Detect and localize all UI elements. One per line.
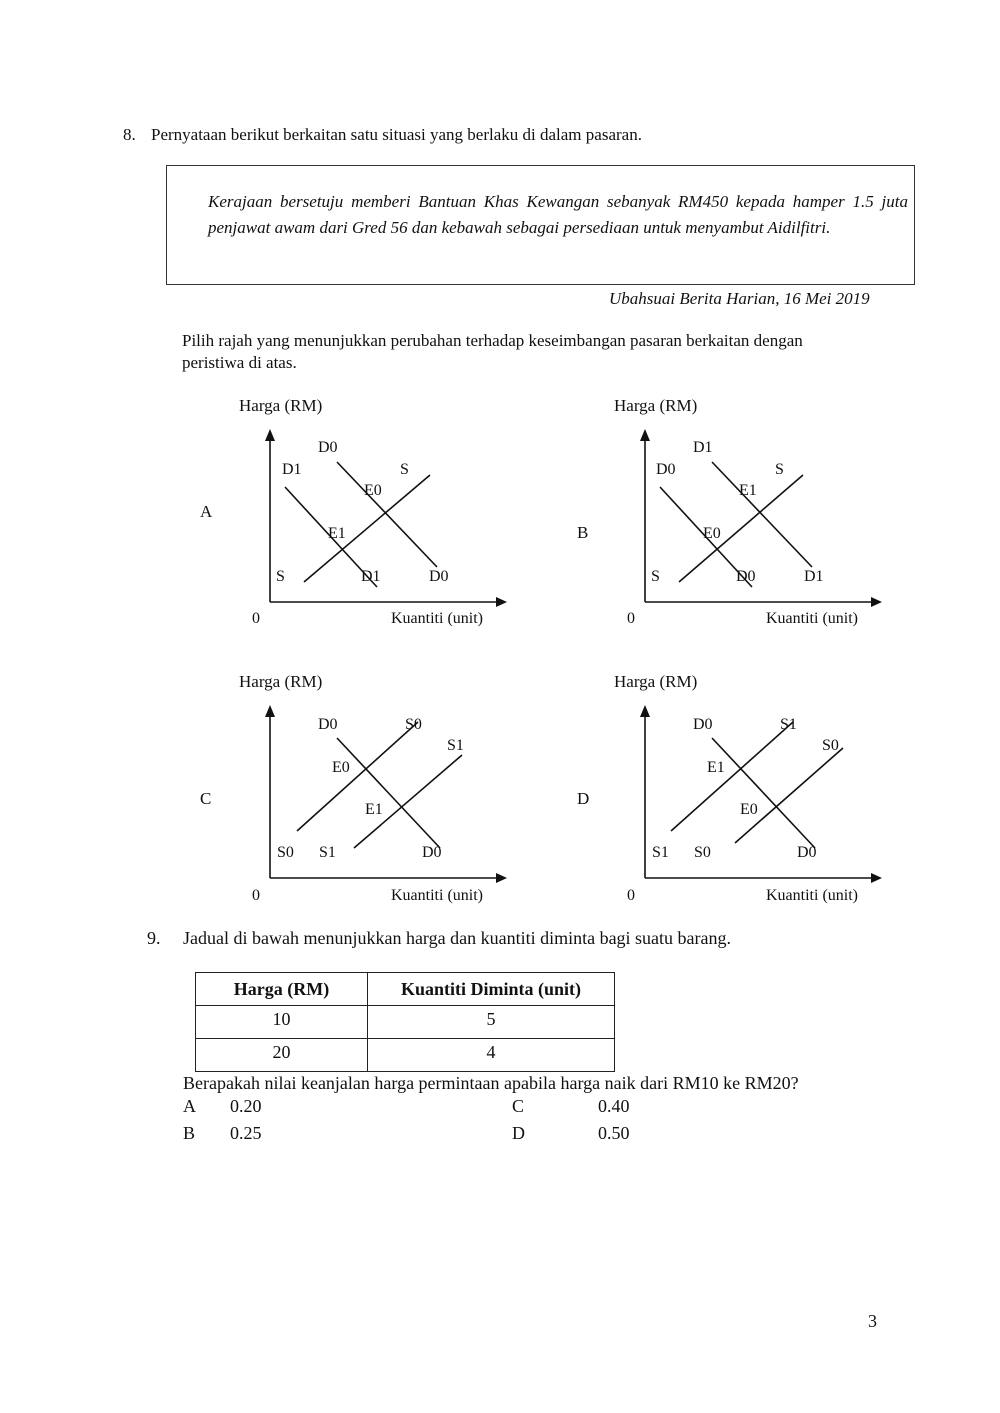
table-row <box>196 1039 615 1072</box>
svg-text:D0: D0 <box>318 716 338 733</box>
option-a-value[interactable]: 0.20 <box>230 1096 262 1116</box>
y-axis-label: Harga (RM) <box>614 672 698 691</box>
svg-text:E0: E0 <box>332 759 350 776</box>
svg-text:0: 0 <box>627 610 635 627</box>
svg-text:Kuantiti (unit): Kuantiti (unit) <box>391 887 483 904</box>
price-quantity-table <box>195 972 615 1072</box>
table-cell: 4 <box>368 1039 615 1072</box>
page-number: 3 <box>868 1311 877 1331</box>
question-9-number: 9. <box>147 928 161 948</box>
svg-text:S: S <box>400 461 409 478</box>
table-header: Kuantiti Diminta (unit) <box>368 973 615 1006</box>
question-9-text: Berapakah nilai keanjalan harga permintaan apabila harga naik dari RM10 ke RM20? <box>183 1073 799 1093</box>
svg-text:D0: D0 <box>797 844 817 861</box>
svg-text:D0: D0 <box>429 568 449 585</box>
option-c-letter[interactable]: C <box>512 1096 525 1116</box>
svg-text:D0: D0 <box>318 439 338 456</box>
table-header-row <box>196 973 615 1006</box>
svg-text:Kuantiti (unit): Kuantiti (unit) <box>391 610 483 627</box>
table-cell: 5 <box>368 1006 615 1039</box>
svg-text:E0: E0 <box>364 482 382 499</box>
question-8-number: 8. <box>123 125 136 144</box>
svg-text:D0: D0 <box>693 716 713 733</box>
y-axis-label: Harga (RM) <box>239 672 323 691</box>
svg-text:E1: E1 <box>328 525 346 542</box>
svg-text:S: S <box>651 568 660 585</box>
y-axis-label: Harga (RM) <box>614 396 698 415</box>
svg-text:Kuantiti (unit): Kuantiti (unit) <box>766 887 858 904</box>
quote-source: Ubahsuai Berita Harian, 16 Mei 2019 <box>609 289 870 308</box>
option-c-value[interactable]: 0.40 <box>598 1096 630 1116</box>
question-8-stem: Pernyataan berikut berkaitan satu situasi yang berlaku di dalam pasaran. <box>151 125 642 144</box>
table-cell: 10 <box>196 1006 368 1039</box>
svg-text:0: 0 <box>252 887 260 904</box>
news-quote: Kerajaan bersetuju memberi Bantuan Khas Kewangan sebanyak RM450 kepada hamper 1.5 juta penjawat awam dari Gred 56 dan kebawah sebagai persediaan untuk menyambut Aidilfitri. <box>208 192 908 237</box>
table-header: Harga (RM) <box>196 973 368 1006</box>
svg-text:D0: D0 <box>656 461 676 478</box>
svg-text:D1: D1 <box>693 439 713 456</box>
svg-text:S: S <box>775 461 784 478</box>
svg-text:S: S <box>276 568 285 585</box>
option-b-value[interactable]: 0.25 <box>230 1123 262 1143</box>
option-letter-b[interactable]: B <box>577 523 589 542</box>
option-a-letter[interactable]: A <box>183 1096 196 1116</box>
svg-text:E1: E1 <box>365 801 383 818</box>
option-d-value[interactable]: 0.50 <box>598 1123 630 1143</box>
instruction-line-2: peristiwa di atas. <box>182 353 297 372</box>
svg-text:S0: S0 <box>277 844 294 861</box>
svg-text:D1: D1 <box>361 568 381 585</box>
svg-text:S0: S0 <box>822 737 839 754</box>
svg-text:D0: D0 <box>422 844 442 861</box>
option-letter-d[interactable]: D <box>577 789 590 808</box>
svg-text:D1: D1 <box>804 568 824 585</box>
svg-text:S1: S1 <box>319 844 336 861</box>
svg-text:S1: S1 <box>447 737 464 754</box>
svg-text:0: 0 <box>252 610 260 627</box>
svg-text:D0: D0 <box>736 568 756 585</box>
svg-text:0: 0 <box>627 887 635 904</box>
svg-text:S1: S1 <box>780 716 797 733</box>
option-letter-c[interactable]: C <box>200 789 212 808</box>
svg-text:S0: S0 <box>694 844 711 861</box>
svg-text:S0: S0 <box>405 716 422 733</box>
svg-text:D1: D1 <box>282 461 302 478</box>
svg-text:E1: E1 <box>739 482 757 499</box>
svg-text:S1: S1 <box>652 844 669 861</box>
svg-text:E0: E0 <box>703 525 721 542</box>
option-d-letter[interactable]: D <box>512 1123 525 1143</box>
svg-text:Kuantiti (unit): Kuantiti (unit) <box>766 610 858 627</box>
instruction-line-1: Pilih rajah yang menunjukkan perubahan terhadap keseimbangan pasaran berkaitan dengan <box>182 331 803 350</box>
table-row <box>196 1006 615 1039</box>
question-9-stem: Jadual di bawah menunjukkan harga dan kuantiti diminta bagi suatu barang. <box>183 928 732 948</box>
option-b-letter[interactable]: B <box>183 1123 196 1143</box>
svg-text:E1: E1 <box>707 759 725 776</box>
svg-text:E0: E0 <box>740 801 758 818</box>
table-cell: 20 <box>196 1039 368 1072</box>
y-axis-label: Harga (RM) <box>239 396 323 415</box>
option-letter-a[interactable]: A <box>200 502 213 521</box>
